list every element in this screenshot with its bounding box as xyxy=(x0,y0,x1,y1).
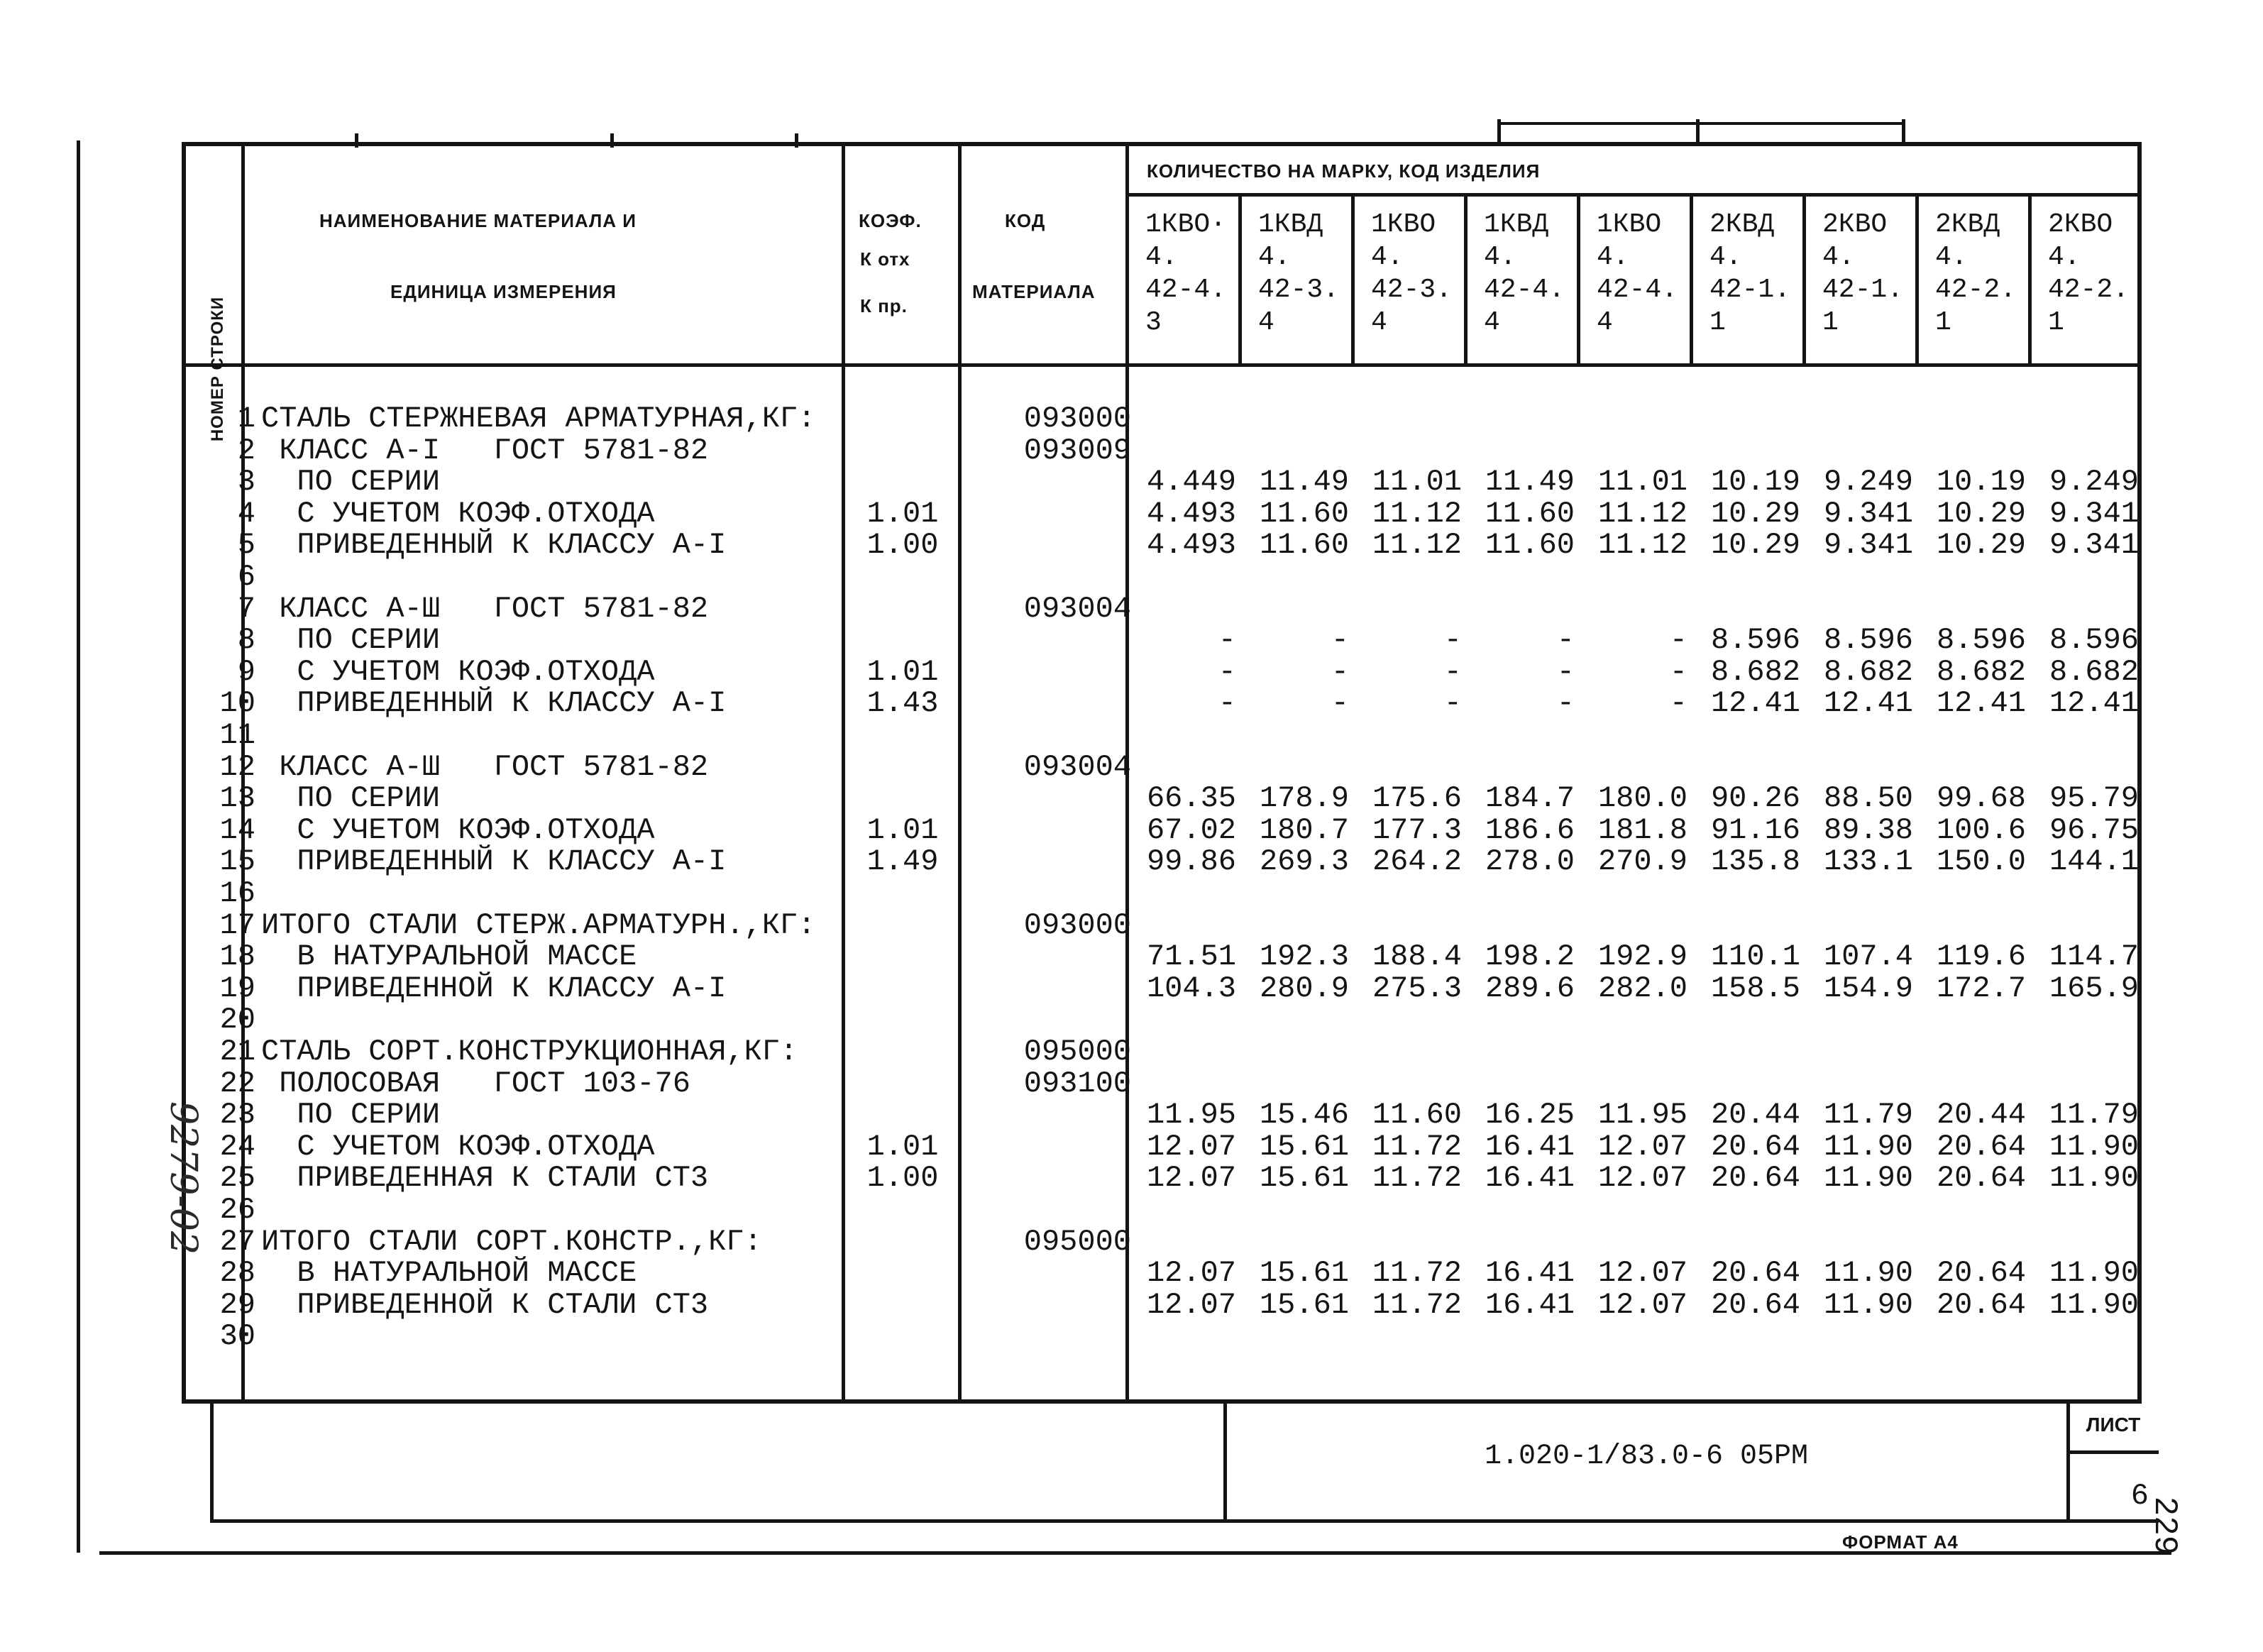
row-material-name: ИТОГО СТАЛИ СОРТ.КОНСТР.,КГ: xyxy=(261,1224,762,1259)
row-material-name: ПРИВЕДЕННЫЙ К КЛАССУ А-I xyxy=(261,686,727,721)
table-cell: 135.8 xyxy=(1710,844,1800,879)
sheet-number: 6 xyxy=(2130,1479,2149,1513)
table-cell: 9.249 xyxy=(2049,465,2139,500)
table-cell: 89.38 xyxy=(1823,813,1913,847)
row-number: 28 xyxy=(219,1256,255,1291)
row-material-code: 093000 xyxy=(1023,402,1131,436)
table-cell: 280.9 xyxy=(1259,971,1349,1006)
table-cell: 107.4 xyxy=(1823,940,1913,974)
row-coefficient: 1.43 xyxy=(866,686,939,721)
table-cell: 20.64 xyxy=(1936,1161,2026,1196)
table-cell: 9.341 xyxy=(1823,496,1913,531)
table-cell: 4.493 xyxy=(1146,528,1236,563)
table-cell: 88.50 xyxy=(1823,781,1913,816)
table-cell: 8.596 xyxy=(1936,623,2026,658)
table-cell: 181.8 xyxy=(1597,813,1687,847)
table-cell: 99.68 xyxy=(1936,781,2026,816)
table-cell: - xyxy=(1331,623,1349,658)
table-cell: - xyxy=(1218,623,1236,658)
table-cell: 12.41 xyxy=(1823,686,1913,721)
table-cell: 8.682 xyxy=(2049,654,2139,689)
row-coefficient: 1.00 xyxy=(866,1161,939,1196)
table-cell: 11.95 xyxy=(1146,1098,1236,1133)
row-number: 18 xyxy=(219,940,255,974)
row-material-name: С УЧЕТОМ КОЭФ.ОТХОДА xyxy=(261,496,655,531)
table-cell: 11.60 xyxy=(1259,496,1349,531)
table-cell: 119.6 xyxy=(1936,940,2026,974)
row-number: 13 xyxy=(219,781,255,816)
table-cell: 10.29 xyxy=(1936,528,2026,563)
table-cell: 11.95 xyxy=(1597,1098,1687,1133)
table-cell: 12.41 xyxy=(1936,686,2026,721)
table-cell: 10.29 xyxy=(1710,528,1800,563)
sheet-label: ЛИСТ xyxy=(2086,1414,2141,1436)
table-cell: 11.12 xyxy=(1597,496,1687,531)
table-cell: 67.02 xyxy=(1146,813,1236,847)
row-material-name: ПРИВЕДЕННАЯ К СТАЛИ СТ3 xyxy=(261,1161,709,1196)
table-cell: 289.6 xyxy=(1485,971,1575,1006)
row-number: 16 xyxy=(219,876,255,910)
table-cell: 11.49 xyxy=(1485,465,1575,500)
column-header-5: 1КВО 4. 42-4. 4 xyxy=(1597,209,1678,338)
table-cell: 15.61 xyxy=(1259,1129,1349,1164)
row-material-name: СТАЛЬ СТЕРЖНЕВАЯ АРМАТУРНАЯ,КГ: xyxy=(261,402,816,436)
table-cell: - xyxy=(1669,654,1687,689)
table-cell: 9.341 xyxy=(1823,528,1913,563)
table-cell: 8.682 xyxy=(1710,654,1800,689)
column-header-4: 1КВД 4. 42-4. 4 xyxy=(1484,209,1565,338)
coef-header-1: КОЭФ. xyxy=(859,210,922,231)
row-material-code: 093009 xyxy=(1023,433,1131,468)
table-cell: 12.07 xyxy=(1597,1129,1687,1164)
table-cell: 16.41 xyxy=(1485,1129,1575,1164)
material-name-header-1: НАИМЕНОВАНИЕ МАТЕРИАЛА И xyxy=(319,210,637,231)
table-cell: 11.12 xyxy=(1372,528,1462,563)
row-number: 11 xyxy=(219,718,255,752)
table-cell: 158.5 xyxy=(1710,971,1800,1006)
table-cell: 11.60 xyxy=(1485,496,1575,531)
table-cell: 9.341 xyxy=(2049,496,2139,531)
row-material-name: ПРИВЕДЕННОЙ К КЛАССУ А-I xyxy=(261,971,727,1006)
table-cell: 15.46 xyxy=(1259,1098,1349,1133)
table-cell: 11.79 xyxy=(2049,1098,2139,1133)
table-cell: 180.0 xyxy=(1597,781,1687,816)
row-number: 9 xyxy=(237,654,255,689)
table-cell: 15.61 xyxy=(1259,1256,1349,1291)
table-cell: 11.72 xyxy=(1372,1129,1462,1164)
table-cell: 269.3 xyxy=(1259,844,1349,879)
table-cell: 15.61 xyxy=(1259,1287,1349,1322)
row-number: 30 xyxy=(219,1319,255,1354)
column-header-8: 2КВД 4. 42-2. 1 xyxy=(1935,209,2017,338)
table-cell: 114.7 xyxy=(2049,940,2139,974)
table-cell: - xyxy=(1443,623,1462,658)
quantity-header: КОЛИЧЕСТВО НА МАРКУ, КОД ИЗДЕЛИЯ xyxy=(1147,160,1541,182)
row-material-name: В НАТУРАЛЬНОЙ МАССЕ xyxy=(261,940,637,974)
row-number: 7 xyxy=(237,591,255,626)
column-header-3: 1КВО 4. 42-3. 4 xyxy=(1371,209,1453,338)
table-cell: 11.49 xyxy=(1259,465,1349,500)
table-cell: 264.2 xyxy=(1372,844,1462,879)
table-cell: 11.72 xyxy=(1372,1256,1462,1291)
table-cell: 12.07 xyxy=(1146,1287,1236,1322)
row-material-name: В НАТУРАЛЬНОЙ МАССЕ xyxy=(261,1256,637,1291)
table-cell: 192.9 xyxy=(1597,940,1687,974)
table-cell: 144.1 xyxy=(2049,844,2139,879)
table-cell: 8.596 xyxy=(1710,623,1800,658)
row-material-name: С УЧЕТОМ КОЭФ.ОТХОДА xyxy=(261,1129,655,1164)
coef-header-2: К отх xyxy=(860,248,910,270)
table-cell: 10.19 xyxy=(1710,465,1800,500)
binding-margin-line xyxy=(77,141,80,1553)
row-number: 24 xyxy=(219,1129,255,1164)
table-cell: - xyxy=(1556,623,1575,658)
stamp-remnant xyxy=(1497,119,1501,145)
row-material-name: С УЧЕТОМ КОЭФ.ОТХОДА xyxy=(261,813,655,847)
row-number: 20 xyxy=(219,1003,255,1037)
row-number: 1 xyxy=(237,402,255,436)
table-cell: 4.493 xyxy=(1146,496,1236,531)
table-cell: 11.90 xyxy=(1823,1161,1913,1196)
table-cell: - xyxy=(1218,686,1236,721)
table-cell: 178.9 xyxy=(1259,781,1349,816)
table-cell: 11.72 xyxy=(1372,1161,1462,1196)
title-block-divider xyxy=(2066,1450,2159,1454)
table-cell: 11.12 xyxy=(1372,496,1462,531)
stamp-remnant xyxy=(1902,119,1905,145)
table-cell: 184.7 xyxy=(1485,781,1575,816)
column-header-7: 2КВО 4. 42-1. 1 xyxy=(1822,209,1904,338)
row-material-name: КЛАСС А-Ш ГОСТ 5781-82 xyxy=(261,749,709,784)
table-cell: 110.1 xyxy=(1710,940,1800,974)
table-cell: 16.41 xyxy=(1485,1161,1575,1196)
table-cell: 20.64 xyxy=(1710,1129,1800,1164)
row-number: 5 xyxy=(237,528,255,563)
column-header-2: 1КВД 4. 42-3. 4 xyxy=(1258,209,1340,338)
row-material-code: 093004 xyxy=(1023,591,1131,626)
row-material-name: С УЧЕТОМ КОЭФ.ОТХОДА xyxy=(261,654,655,689)
table-cell: 154.9 xyxy=(1823,971,1913,1006)
table-cell: 11.90 xyxy=(1823,1287,1913,1322)
table-cell: 20.64 xyxy=(1710,1161,1800,1196)
table-cell: 9.249 xyxy=(1823,465,1913,500)
row-number: 4 xyxy=(237,496,255,531)
table-cell: 198.2 xyxy=(1485,940,1575,974)
row-number: 21 xyxy=(219,1035,255,1069)
row-material-name: ПРИВЕДЕННОЙ К СТАЛИ СТ3 xyxy=(261,1287,709,1322)
row-number: 14 xyxy=(219,813,255,847)
table-cell: 8.682 xyxy=(1936,654,2026,689)
row-number: 23 xyxy=(219,1098,255,1133)
table-cell: - xyxy=(1218,654,1236,689)
row-number: 6 xyxy=(237,560,255,594)
table-cell: 11.90 xyxy=(2049,1129,2139,1164)
table-cell: 100.6 xyxy=(1936,813,2026,847)
column-header-6: 2КВД 4. 42-1. 1 xyxy=(1709,209,1791,338)
table-cell: 15.61 xyxy=(1259,1161,1349,1196)
row-material-name: КЛАСС А-Ш ГОСТ 5781-82 xyxy=(261,591,709,626)
row-number: 8 xyxy=(237,623,255,658)
table-cell: 192.3 xyxy=(1259,940,1349,974)
table-cell: 104.3 xyxy=(1146,971,1236,1006)
table-cell: 20.44 xyxy=(1710,1098,1800,1133)
table-cell: 11.12 xyxy=(1597,528,1687,563)
row-material-name: СТАЛЬ СОРТ.КОНСТРУКЦИОННАЯ,КГ: xyxy=(261,1035,798,1069)
table-cell: 270.9 xyxy=(1597,844,1687,879)
table-cell: 11.90 xyxy=(2049,1287,2139,1322)
table-cell: 16.41 xyxy=(1485,1256,1575,1291)
table-cell: 11.01 xyxy=(1597,465,1687,500)
table-cell: 96.75 xyxy=(2049,813,2139,847)
column-header-1: 1КВО· 4. 42-4. 3 xyxy=(1145,209,1227,338)
table-cell: 275.3 xyxy=(1372,971,1462,1006)
row-coefficient: 1.00 xyxy=(866,528,939,563)
table-cell: - xyxy=(1331,686,1349,721)
row-coefficient: 1.01 xyxy=(866,496,939,531)
table-cell: 10.29 xyxy=(1710,496,1800,531)
table-cell: 12.07 xyxy=(1597,1256,1687,1291)
table-cell: 16.25 xyxy=(1485,1098,1575,1133)
table-cell: 8.682 xyxy=(1823,654,1913,689)
row-material-name: КЛАСС А-I ГОСТ 5781-82 xyxy=(261,433,709,468)
table-cell: 66.35 xyxy=(1146,781,1236,816)
row-material-code: 093004 xyxy=(1023,749,1131,784)
table-cell: 133.1 xyxy=(1823,844,1913,879)
row-number: 17 xyxy=(219,908,255,942)
row-number: 22 xyxy=(219,1066,255,1101)
table-cell: - xyxy=(1556,654,1575,689)
coef-header-3: К пр. xyxy=(860,295,908,316)
table-cell: 8.596 xyxy=(2049,623,2139,658)
table-cell: 20.64 xyxy=(1936,1287,2026,1322)
code-header-1: КОД xyxy=(1005,210,1046,231)
document-page: НОМЕР СТРОКИ НАИМЕНОВАНИЕ МАТЕРИАЛА И ЕДИНИЦА ИЗМЕРЕНИЯ КОЭФ. К отх К пр. КОД МАТЕРИАЛА КОЛИЧЕСТВО НА МАРКУ, КОД ИЗДЕЛИЯ 1КВО· 4. 42-4. 3 1КВД 4. 42-3. 4 1КВО 4. 42-3. 4 1КВД 4. 42-4. 4 1КВО 4. 42-4. 4 2КВД 4. 42-1. 1 2КВО 4. 42-1. 1 2КВД 4. 42-2. 1 2КВО 4. 42-2. 1 1 СТАЛЬ СТЕРЖНЕВАЯ АРМАТУРНАЯ,КГ: 093000 2 КЛАСС А-I ГОСТ 5781-82 093009 3 ПО СЕРИИ 4.449 11.49 11.01 11.49 11.01 10.19 9.249 10.19 9.249 4 С УЧЕТОМ КОЭФ.ОТХОДА 1.01 4.493 11.60 11.12 11.60 11.12 10.29 9.341 10.29 9.341 5 ПРИВЕДЕННЫЙ К КЛАССУ А-I 1.00 4.493 11.60 11.12 11.60 11.12 10.29 9.341 10.29 9.341 6 7 КЛАСС А-Ш ГОСТ 5781-82 093004 8 ПО СЕРИИ - - - - - 8.596 8.596 8.596 8.596 9 С УЧЕТОМ КОЭФ.ОТХОДА 1.01 - - - - - 8.682 8.682 8.682 8.682 10 ПРИВЕДЕННЫЙ К КЛАССУ А-I 1.43 - - - - - 12.41 12.41 12.41 12.41 11 12 КЛАСС А-Ш ГОСТ 5781-82 093004 13 ПО СЕРИИ 66.35 178.9 175.6 184.7 180.0 90.26 88.50 99.68 95.79 14 С УЧЕТОМ КОЭФ.ОТХОДА 1.01 67.02 180.7 177.3 186.6 181.8 91.16 89.38 100.6 96.75 15 ПРИВЕДЕННЫЙ К КЛАССУ А-I 1.49 99.86 269.3 264.2 278.0 270.9 135.8 133.1 150.0 144.1 16 17 ИТОГО СТАЛИ СТЕРЖ.АРМАТУРН.,КГ: 093000 18 В НАТУРАЛЬНОЙ МАССЕ 71.51 192.3 188.4 198.2 192.9 110.1 107.4 119.6 114.7 19 ПРИВЕДЕННОЙ К КЛАССУ А-I 104.3 280.9 275.3 289.6 282.0 158.5 154.9 172.7 165.9 20 21 СТАЛЬ СОРТ.КОНСТРУКЦИОННАЯ,КГ: 095000 22 ПОЛОСОВАЯ ГОСТ 103-76 093100 23 ПО СЕРИИ 11.95 15.46 11.60 16.25 11.95 20.44 11.79 20.44 11.79 24 С УЧЕТОМ КОЭФ.ОТХОДА 1.01 12.07 15.61 11.72 16.41 12.07 20.64 11.90 20.64 11.90 25 ПРИВЕДЕННАЯ К СТАЛИ СТ3 1.00 12.07 15.61 11.72 16.41 12.07 20.64 11.90 20.64 11.90 26 27 ИТОГО СТАЛИ СОРТ.КОНСТР.,КГ: 095000 28 В НАТУРАЛЬНОЙ МАССЕ 12.07 15.61 11.72 16.41 12.07 20.64 11.90 20.64 11.90 29 ПРИВЕДЕННОЙ К СТАЛИ СТ3 12.07 15.61 11.72 16.41 12.07 20.64 11.90 20.64 11.90 30 1.020-1/83.0-6 05РМ ЛИСТ 6 ФОРМАТ А4 229 9279-02 xyxy=(0,0,2263,1652)
table-cell: 95.79 xyxy=(2049,781,2139,816)
table-cell: 12.07 xyxy=(1597,1287,1687,1322)
table-cell: 278.0 xyxy=(1485,844,1575,879)
row-number: 27 xyxy=(219,1224,255,1259)
table-cell: - xyxy=(1556,686,1575,721)
row-coefficient: 1.49 xyxy=(866,844,939,879)
table-cell: 11.01 xyxy=(1372,465,1462,500)
table-cell: 91.16 xyxy=(1710,813,1800,847)
table-cell: 11.90 xyxy=(2049,1161,2139,1196)
table-cell: 71.51 xyxy=(1146,940,1236,974)
title-block-divider xyxy=(1223,1404,1227,1523)
row-number: 12 xyxy=(219,749,255,784)
table-cell: 12.07 xyxy=(1146,1161,1236,1196)
divider-coef xyxy=(958,142,962,1404)
table-cell: 9.341 xyxy=(2049,528,2139,563)
header-bottom-line xyxy=(182,363,2142,367)
table-cell: 12.07 xyxy=(1146,1256,1236,1291)
table-cell: 20.64 xyxy=(1710,1287,1800,1322)
table-cell: 12.41 xyxy=(2049,686,2139,721)
row-material-code: 095000 xyxy=(1023,1035,1131,1069)
row-material-name: ИТОГО СТАЛИ СТЕРЖ.АРМАТУРН.,КГ: xyxy=(261,908,816,942)
row-material-code: 095000 xyxy=(1023,1224,1131,1259)
table-cell: 11.60 xyxy=(1259,528,1349,563)
table-cell: 11.60 xyxy=(1372,1098,1462,1133)
table-cell: 20.64 xyxy=(1936,1129,2026,1164)
table-cell: 12.41 xyxy=(1710,686,1800,721)
table-cell: - xyxy=(1443,686,1462,721)
table-cell: - xyxy=(1443,654,1462,689)
table-cell: 99.86 xyxy=(1146,844,1236,879)
table-cell: 90.26 xyxy=(1710,781,1800,816)
divider-name xyxy=(842,142,845,1404)
code-header-2: МАТЕРИАЛА xyxy=(972,281,1096,302)
row-number: 26 xyxy=(219,1193,255,1227)
table-cell: 12.07 xyxy=(1146,1129,1236,1164)
title-block-divider xyxy=(2066,1404,2070,1523)
row-number: 19 xyxy=(219,971,255,1006)
table-cell: 150.0 xyxy=(1936,844,2026,879)
table-cell: 165.9 xyxy=(2049,971,2139,1006)
table-cell: 16.41 xyxy=(1485,1287,1575,1322)
row-material-name: ПО СЕРИИ xyxy=(261,465,441,500)
row-number: 10 xyxy=(219,686,255,721)
row-coefficient: 1.01 xyxy=(866,813,939,847)
row-number: 2 xyxy=(237,433,255,468)
table-cell: 4.449 xyxy=(1146,465,1236,500)
stamp-remnant xyxy=(1696,119,1700,145)
table-cell: 188.4 xyxy=(1372,940,1462,974)
table-cell: 282.0 xyxy=(1597,971,1687,1006)
table-cell: - xyxy=(1331,654,1349,689)
table-cell: 186.6 xyxy=(1485,813,1575,847)
table-cell: 20.64 xyxy=(1710,1256,1800,1291)
table-cell: 10.29 xyxy=(1936,496,2026,531)
row-material-name: ПО СЕРИИ xyxy=(261,781,441,816)
row-material-code: 093000 xyxy=(1023,908,1131,942)
table-cell: 20.44 xyxy=(1936,1098,2026,1133)
document-code: 1.020-1/83.0-6 05РМ xyxy=(1484,1441,1809,1472)
row-material-name: ПОЛОСОВАЯ ГОСТ 103-76 xyxy=(261,1066,690,1101)
row-number: 25 xyxy=(219,1161,255,1196)
row-coefficient: 1.01 xyxy=(866,1129,939,1164)
table-cell: 8.596 xyxy=(1823,623,1913,658)
row-material-name: ПО СЕРИИ xyxy=(261,623,441,658)
row-material-name: ПРИВЕДЕННЫЙ К КЛАССУ А-I xyxy=(261,844,727,879)
table-cell: 11.90 xyxy=(1823,1129,1913,1164)
table-cell: 11.90 xyxy=(2049,1256,2139,1291)
table-cell: 10.19 xyxy=(1936,465,2026,500)
row-number: 15 xyxy=(219,844,255,879)
table-cell: 11.72 xyxy=(1372,1287,1462,1322)
table-cell: 180.7 xyxy=(1259,813,1349,847)
material-name-header-2: ЕДИНИЦА ИЗМЕРЕНИЯ xyxy=(390,281,617,302)
table-cell: 11.60 xyxy=(1485,528,1575,563)
table-cell: 20.64 xyxy=(1936,1256,2026,1291)
table-cell: 11.79 xyxy=(1823,1098,1913,1133)
column-header-9: 2КВО 4. 42-2. 1 xyxy=(2048,209,2130,338)
stamp-remnant xyxy=(1497,122,1902,125)
table-cell: 177.3 xyxy=(1372,813,1462,847)
table-cell: 12.07 xyxy=(1597,1161,1687,1196)
table-cell: 11.90 xyxy=(1823,1256,1913,1291)
row-coefficient: 1.01 xyxy=(866,654,939,689)
row-material-name: ПРИВЕДЕННЫЙ К КЛАССУ А-I xyxy=(261,528,727,563)
table-cell: - xyxy=(1669,686,1687,721)
row-material-name: ПО СЕРИИ xyxy=(261,1098,441,1133)
table-cell: 172.7 xyxy=(1936,971,2026,1006)
table-cell: - xyxy=(1669,623,1687,658)
format-label: ФОРМАТ А4 xyxy=(1842,1531,1959,1553)
table-cell: 175.6 xyxy=(1372,781,1462,816)
quantity-header-line xyxy=(1125,193,2142,197)
row-material-code: 093100 xyxy=(1023,1066,1131,1101)
row-number: 29 xyxy=(219,1287,255,1322)
row-number: 3 xyxy=(237,465,255,500)
